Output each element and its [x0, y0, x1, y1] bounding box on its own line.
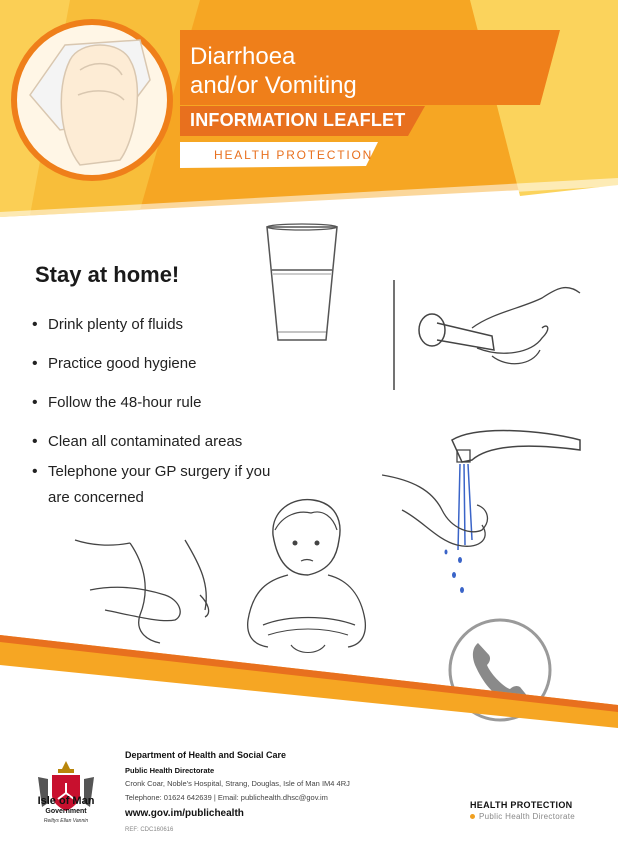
list-item: • Telephone your GP surgery if you are concerned	[30, 459, 280, 511]
list-item: • Clean all contaminated areas	[30, 429, 280, 455]
badge-title: HEALTH PROTECTION	[470, 800, 573, 810]
advice-list	[30, 312, 280, 511]
hand-washing-icon	[382, 420, 582, 600]
list-item: • Practice good hygiene	[30, 351, 280, 377]
directorate-name: Public Health Directorate	[125, 766, 215, 775]
crest-name: Isle of Man	[37, 795, 95, 807]
health-protection-tag: HEALTH PROTECTION	[214, 148, 374, 162]
footer-stripes	[0, 610, 618, 730]
water-glass-icon	[262, 222, 342, 347]
isle-of-man-crest-icon	[30, 740, 102, 830]
page-title	[190, 42, 357, 100]
door-handle-icon	[392, 278, 582, 393]
crest-subtitle: Government	[45, 808, 87, 815]
badge-subtitle-text: Public Health Directorate	[479, 812, 575, 821]
dot-icon	[470, 814, 475, 819]
badge-subtitle	[470, 812, 575, 821]
department-name: Department of Health and Social Care	[125, 750, 287, 760]
website-link[interactable]: www.gov.im/publichealth	[125, 808, 244, 819]
stay-home-heading: Stay at home!	[35, 262, 180, 287]
address-text: Cronk Coar, Noble's Hospital, Strang, Douglas, Isle of Man IM4 4RJ	[125, 779, 350, 788]
reference-code: REF: CDC160616	[125, 827, 174, 833]
title-line-2: and/or Vomiting	[190, 72, 357, 99]
crest-motto: Reiltys Ellan Vannin	[43, 818, 89, 824]
leaflet-subtitle: INFORMATION LEAFLET	[190, 110, 406, 130]
list-item: • Drink plenty of fluids	[30, 312, 280, 338]
title-line-1: Diarrhoea	[190, 43, 296, 70]
contact-text: Telephone: 01624 642639 | Email: publichealth.dhsc@gov.im	[125, 793, 328, 802]
list-item: • Follow the 48-hour rule	[30, 390, 280, 416]
